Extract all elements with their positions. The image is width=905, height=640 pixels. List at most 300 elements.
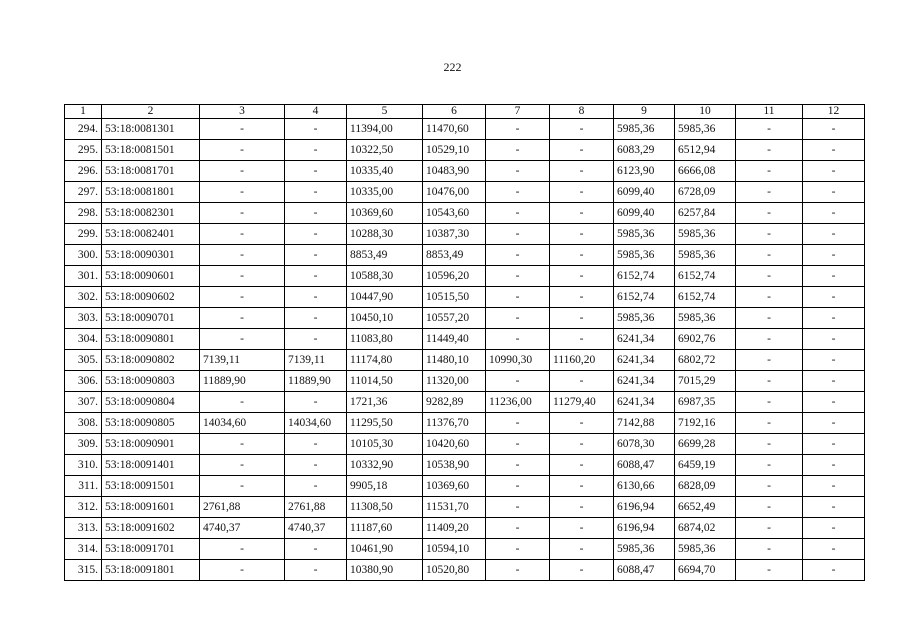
table-cell: - bbox=[736, 329, 803, 350]
table-cell: 295. bbox=[65, 140, 102, 161]
table-cell: 7015,29 bbox=[675, 371, 736, 392]
table-cell: 301. bbox=[65, 266, 102, 287]
table-cell: 6512,94 bbox=[675, 140, 736, 161]
table-cell: - bbox=[200, 161, 285, 182]
table-cell: 304. bbox=[65, 329, 102, 350]
table-cell: 10557,20 bbox=[423, 308, 486, 329]
data-table bbox=[64, 104, 865, 581]
table-cell: 10515,50 bbox=[423, 287, 486, 308]
table-cell: - bbox=[803, 224, 865, 245]
table-cell: - bbox=[285, 476, 347, 497]
table-cell: - bbox=[486, 371, 550, 392]
table-cell: - bbox=[803, 560, 865, 581]
table-cell: 53:18:0090301 bbox=[102, 245, 200, 266]
table-cell: 53:18:0091601 bbox=[102, 497, 200, 518]
table-cell: - bbox=[803, 161, 865, 182]
table-cell: 53:18:0090805 bbox=[102, 413, 200, 434]
table-cell: - bbox=[803, 140, 865, 161]
table-row bbox=[65, 413, 865, 434]
table-cell: 53:18:0090801 bbox=[102, 329, 200, 350]
table-cell: 14034,60 bbox=[285, 413, 347, 434]
table-cell: - bbox=[736, 434, 803, 455]
table-cell: - bbox=[200, 392, 285, 413]
table-cell: 53:18:0090701 bbox=[102, 308, 200, 329]
table-row bbox=[65, 497, 865, 518]
column-header: 4 bbox=[285, 105, 347, 119]
table-cell: 4740,37 bbox=[200, 518, 285, 539]
column-header: 2 bbox=[102, 105, 200, 119]
table-row bbox=[65, 329, 865, 350]
column-header: 10 bbox=[675, 105, 736, 119]
table-cell: - bbox=[200, 560, 285, 581]
table-cell: 11470,60 bbox=[423, 119, 486, 140]
table-cell: 53:18:0081701 bbox=[102, 161, 200, 182]
table-cell: - bbox=[736, 308, 803, 329]
table-cell: 10387,30 bbox=[423, 224, 486, 245]
column-header: 6 bbox=[423, 105, 486, 119]
table-cell: - bbox=[486, 497, 550, 518]
table-cell: 5985,36 bbox=[675, 308, 736, 329]
table-cell: 11187,60 bbox=[347, 518, 423, 539]
table-cell: - bbox=[486, 434, 550, 455]
table-cell: 53:18:0091401 bbox=[102, 455, 200, 476]
table-cell: 10369,60 bbox=[423, 476, 486, 497]
table-cell: - bbox=[200, 476, 285, 497]
table-cell: - bbox=[736, 539, 803, 560]
table-cell: 10596,20 bbox=[423, 266, 486, 287]
table-row bbox=[65, 350, 865, 371]
table-cell: 10990,30 bbox=[486, 350, 550, 371]
table-cell: - bbox=[486, 287, 550, 308]
table-cell: - bbox=[550, 434, 614, 455]
table-cell: - bbox=[285, 245, 347, 266]
table-cell: - bbox=[200, 308, 285, 329]
table-row bbox=[65, 518, 865, 539]
table-cell: 6099,40 bbox=[614, 203, 675, 224]
table-cell: 309. bbox=[65, 434, 102, 455]
table-body bbox=[65, 119, 865, 581]
table-cell: - bbox=[736, 224, 803, 245]
table-cell: - bbox=[550, 119, 614, 140]
table-cell: - bbox=[486, 560, 550, 581]
table-cell: - bbox=[285, 392, 347, 413]
table-cell: 10369,60 bbox=[347, 203, 423, 224]
page-number: 222 bbox=[443, 60, 462, 74]
table-cell: - bbox=[736, 476, 803, 497]
table-cell: 11295,50 bbox=[347, 413, 423, 434]
table-cell: - bbox=[803, 266, 865, 287]
table-cell: - bbox=[550, 455, 614, 476]
table-cell: - bbox=[803, 518, 865, 539]
table-cell: - bbox=[486, 224, 550, 245]
table-cell: - bbox=[803, 392, 865, 413]
table-cell: 11889,90 bbox=[285, 371, 347, 392]
table-cell: 300. bbox=[65, 245, 102, 266]
table-cell: - bbox=[736, 245, 803, 266]
table-cell: 6802,72 bbox=[675, 350, 736, 371]
table-row bbox=[65, 203, 865, 224]
table-cell: 5985,36 bbox=[675, 245, 736, 266]
table-cell: 11531,70 bbox=[423, 497, 486, 518]
table-cell: 53:18:0081501 bbox=[102, 140, 200, 161]
table-cell: - bbox=[285, 287, 347, 308]
table-cell: - bbox=[803, 476, 865, 497]
column-header: 11 bbox=[736, 105, 803, 119]
table-cell: 305. bbox=[65, 350, 102, 371]
column-header: 3 bbox=[200, 105, 285, 119]
table-cell: - bbox=[736, 455, 803, 476]
table-cell: - bbox=[803, 350, 865, 371]
table-cell: - bbox=[550, 413, 614, 434]
table-cell: - bbox=[200, 140, 285, 161]
table-cell: 5985,36 bbox=[675, 224, 736, 245]
table-cell: 10483,90 bbox=[423, 161, 486, 182]
table-cell: 7142,88 bbox=[614, 413, 675, 434]
table-cell: - bbox=[486, 119, 550, 140]
table-cell: - bbox=[285, 455, 347, 476]
table-row bbox=[65, 182, 865, 203]
table-cell: 312. bbox=[65, 497, 102, 518]
table-cell: 10529,10 bbox=[423, 140, 486, 161]
table-cell: 296. bbox=[65, 161, 102, 182]
table-row bbox=[65, 539, 865, 560]
table-cell: 4740,37 bbox=[285, 518, 347, 539]
table-cell: - bbox=[550, 203, 614, 224]
table-cell: 53:18:0081801 bbox=[102, 182, 200, 203]
table-cell: - bbox=[803, 539, 865, 560]
table-cell: - bbox=[285, 161, 347, 182]
table-cell: - bbox=[736, 119, 803, 140]
table-cell: 302. bbox=[65, 287, 102, 308]
table-cell: 6152,74 bbox=[614, 266, 675, 287]
table-cell: - bbox=[285, 224, 347, 245]
table-cell: 11174,80 bbox=[347, 350, 423, 371]
table-cell: 53:18:0091801 bbox=[102, 560, 200, 581]
table-cell: 53:18:0082301 bbox=[102, 203, 200, 224]
table-cell: 11394,00 bbox=[347, 119, 423, 140]
table-cell: - bbox=[200, 182, 285, 203]
table-cell: 315. bbox=[65, 560, 102, 581]
table-cell: 10332,90 bbox=[347, 455, 423, 476]
table-cell: - bbox=[285, 119, 347, 140]
table-cell: - bbox=[803, 413, 865, 434]
table-cell: 9905,18 bbox=[347, 476, 423, 497]
table-cell: 7192,16 bbox=[675, 413, 736, 434]
table-cell: 5985,36 bbox=[614, 539, 675, 560]
table-row bbox=[65, 308, 865, 329]
table-cell: 10288,30 bbox=[347, 224, 423, 245]
table-cell: 2761,88 bbox=[200, 497, 285, 518]
table-cell: 6728,09 bbox=[675, 182, 736, 203]
table-cell: 10538,90 bbox=[423, 455, 486, 476]
table-cell: - bbox=[803, 182, 865, 203]
table-cell: - bbox=[550, 182, 614, 203]
table-cell: 6828,09 bbox=[675, 476, 736, 497]
table-cell: - bbox=[285, 140, 347, 161]
table-cell: - bbox=[803, 287, 865, 308]
table-cell: - bbox=[486, 518, 550, 539]
table-cell: 53:18:0090802 bbox=[102, 350, 200, 371]
table-cell: - bbox=[550, 308, 614, 329]
table-cell: 6152,74 bbox=[675, 287, 736, 308]
table-cell: 9282,89 bbox=[423, 392, 486, 413]
table-cell: 5985,36 bbox=[614, 245, 675, 266]
table-cell: - bbox=[736, 392, 803, 413]
header-row bbox=[65, 105, 865, 119]
column-header: 5 bbox=[347, 105, 423, 119]
table-cell: 6694,70 bbox=[675, 560, 736, 581]
table-cell: - bbox=[285, 308, 347, 329]
table-cell: - bbox=[200, 119, 285, 140]
table-cell: - bbox=[736, 203, 803, 224]
table-cell: 11308,50 bbox=[347, 497, 423, 518]
table-cell: - bbox=[285, 560, 347, 581]
table-cell: 297. bbox=[65, 182, 102, 203]
table-cell: 6987,35 bbox=[675, 392, 736, 413]
table-cell: 311. bbox=[65, 476, 102, 497]
table-cell: - bbox=[486, 455, 550, 476]
table-row bbox=[65, 455, 865, 476]
table-row bbox=[65, 245, 865, 266]
column-header: 9 bbox=[614, 105, 675, 119]
table-cell: - bbox=[803, 455, 865, 476]
table-cell: 6902,76 bbox=[675, 329, 736, 350]
table-cell: - bbox=[200, 266, 285, 287]
table-cell: - bbox=[803, 371, 865, 392]
table-cell: 5985,36 bbox=[614, 119, 675, 140]
table-cell: - bbox=[200, 455, 285, 476]
table-row bbox=[65, 560, 865, 581]
table-cell: - bbox=[803, 203, 865, 224]
table-cell: - bbox=[803, 329, 865, 350]
table-cell: 6152,74 bbox=[614, 287, 675, 308]
table-cell: - bbox=[550, 518, 614, 539]
table-cell: 10461,90 bbox=[347, 539, 423, 560]
table-cell: 310. bbox=[65, 455, 102, 476]
table-row bbox=[65, 119, 865, 140]
table-cell: - bbox=[285, 203, 347, 224]
table-cell: 8853,49 bbox=[423, 245, 486, 266]
table-cell: - bbox=[200, 224, 285, 245]
table-cell: 303. bbox=[65, 308, 102, 329]
table-cell: 14034,60 bbox=[200, 413, 285, 434]
table-cell: 10322,50 bbox=[347, 140, 423, 161]
table-cell: 294. bbox=[65, 119, 102, 140]
table-cell: 53:18:0090602 bbox=[102, 287, 200, 308]
table-cell: - bbox=[736, 350, 803, 371]
table-cell: - bbox=[486, 266, 550, 287]
table-cell: - bbox=[803, 119, 865, 140]
table-cell: 11279,40 bbox=[550, 392, 614, 413]
table-cell: 53:18:0090803 bbox=[102, 371, 200, 392]
table-cell: 53:18:0090901 bbox=[102, 434, 200, 455]
table-cell: - bbox=[550, 224, 614, 245]
table-cell: 11236,00 bbox=[486, 392, 550, 413]
table-cell: 11889,90 bbox=[200, 371, 285, 392]
table-cell: - bbox=[285, 266, 347, 287]
table-cell: 6123,90 bbox=[614, 161, 675, 182]
table-cell: 10420,60 bbox=[423, 434, 486, 455]
table-cell: 10447,90 bbox=[347, 287, 423, 308]
table-cell: - bbox=[550, 476, 614, 497]
table-cell: 11320,00 bbox=[423, 371, 486, 392]
table-cell: - bbox=[803, 497, 865, 518]
table-cell: - bbox=[486, 308, 550, 329]
table-cell: - bbox=[736, 371, 803, 392]
table-cell: 53:18:0091701 bbox=[102, 539, 200, 560]
table-cell: - bbox=[486, 329, 550, 350]
table-cell: 6699,28 bbox=[675, 434, 736, 455]
table-cell: - bbox=[486, 203, 550, 224]
table-cell: 298. bbox=[65, 203, 102, 224]
table-cell: - bbox=[803, 308, 865, 329]
table-cell: - bbox=[550, 497, 614, 518]
table-row bbox=[65, 287, 865, 308]
table-cell: - bbox=[550, 266, 614, 287]
column-header: 7 bbox=[486, 105, 550, 119]
table-cell: 6257,84 bbox=[675, 203, 736, 224]
table-cell: - bbox=[550, 560, 614, 581]
table-row bbox=[65, 476, 865, 497]
table-cell: 53:18:0091602 bbox=[102, 518, 200, 539]
table-cell: - bbox=[736, 140, 803, 161]
table-cell: - bbox=[486, 245, 550, 266]
table-cell: - bbox=[550, 287, 614, 308]
table-cell: - bbox=[736, 413, 803, 434]
table-cell: 5985,36 bbox=[614, 308, 675, 329]
table-cell: 11083,80 bbox=[347, 329, 423, 350]
table-cell: - bbox=[200, 287, 285, 308]
table-cell: - bbox=[285, 539, 347, 560]
table-cell: 5985,36 bbox=[614, 224, 675, 245]
table-cell: 10543,60 bbox=[423, 203, 486, 224]
table-cell: 53:18:0082401 bbox=[102, 224, 200, 245]
table-cell: - bbox=[550, 140, 614, 161]
table-cell: 6152,74 bbox=[675, 266, 736, 287]
table-cell: 306. bbox=[65, 371, 102, 392]
table-cell: 11014,50 bbox=[347, 371, 423, 392]
table-cell: 6088,47 bbox=[614, 560, 675, 581]
table-header bbox=[65, 105, 865, 119]
table-cell: 11409,20 bbox=[423, 518, 486, 539]
table-cell: - bbox=[803, 434, 865, 455]
table-cell: 53:18:0090601 bbox=[102, 266, 200, 287]
table-row bbox=[65, 266, 865, 287]
table-cell: - bbox=[200, 329, 285, 350]
table-cell: 6874,02 bbox=[675, 518, 736, 539]
table-cell: 6241,34 bbox=[614, 329, 675, 350]
table-cell: 53:18:0081301 bbox=[102, 119, 200, 140]
table-cell: 10335,00 bbox=[347, 182, 423, 203]
table-cell: - bbox=[736, 518, 803, 539]
table-cell: - bbox=[200, 245, 285, 266]
table-cell: 6241,34 bbox=[614, 371, 675, 392]
table-cell: 6130,66 bbox=[614, 476, 675, 497]
column-header: 1 bbox=[65, 105, 102, 119]
table-cell: 6241,34 bbox=[614, 392, 675, 413]
table-row bbox=[65, 140, 865, 161]
table-cell: 307. bbox=[65, 392, 102, 413]
column-header: 12 bbox=[803, 105, 865, 119]
table-row bbox=[65, 371, 865, 392]
table-cell: 10105,30 bbox=[347, 434, 423, 455]
table-cell: 7139,11 bbox=[200, 350, 285, 371]
table-cell: 53:18:0090804 bbox=[102, 392, 200, 413]
table-cell: 10476,00 bbox=[423, 182, 486, 203]
table-cell: - bbox=[736, 560, 803, 581]
table-cell: - bbox=[736, 497, 803, 518]
table-cell: 7139,11 bbox=[285, 350, 347, 371]
column-header: 8 bbox=[550, 105, 614, 119]
table-cell: - bbox=[736, 266, 803, 287]
table-cell: - bbox=[803, 245, 865, 266]
table-cell: 11449,40 bbox=[423, 329, 486, 350]
table-cell: - bbox=[486, 413, 550, 434]
table-cell: - bbox=[486, 539, 550, 560]
table-cell: 6196,94 bbox=[614, 497, 675, 518]
table-cell: 1721,36 bbox=[347, 392, 423, 413]
table-cell: - bbox=[285, 329, 347, 350]
table-cell: 10588,30 bbox=[347, 266, 423, 287]
table-cell: 6196,94 bbox=[614, 518, 675, 539]
table-cell: 8853,49 bbox=[347, 245, 423, 266]
table-cell: 2761,88 bbox=[285, 497, 347, 518]
table-cell: 11376,70 bbox=[423, 413, 486, 434]
table-cell: 6652,49 bbox=[675, 497, 736, 518]
table-cell: 10520,80 bbox=[423, 560, 486, 581]
table-cell: - bbox=[550, 329, 614, 350]
table-cell: 10450,10 bbox=[347, 308, 423, 329]
table-row bbox=[65, 224, 865, 245]
table-cell: - bbox=[550, 245, 614, 266]
table-cell: - bbox=[550, 371, 614, 392]
table-row bbox=[65, 161, 865, 182]
table-cell: - bbox=[486, 161, 550, 182]
table-cell: - bbox=[285, 434, 347, 455]
table-cell: 5985,36 bbox=[675, 539, 736, 560]
table-cell: 6078,30 bbox=[614, 434, 675, 455]
table-cell: - bbox=[486, 182, 550, 203]
table-cell: 10594,10 bbox=[423, 539, 486, 560]
table-cell: - bbox=[736, 161, 803, 182]
table-cell: 6099,40 bbox=[614, 182, 675, 203]
table-cell: 10335,40 bbox=[347, 161, 423, 182]
table-cell: 6459,19 bbox=[675, 455, 736, 476]
table-cell: - bbox=[200, 539, 285, 560]
table-cell: 10380,90 bbox=[347, 560, 423, 581]
table-cell: 308. bbox=[65, 413, 102, 434]
table-cell: 53:18:0091501 bbox=[102, 476, 200, 497]
table-cell: 11160,20 bbox=[550, 350, 614, 371]
table-cell: 5985,36 bbox=[675, 119, 736, 140]
table-cell: 6666,08 bbox=[675, 161, 736, 182]
table-cell: - bbox=[736, 182, 803, 203]
table-cell: - bbox=[486, 476, 550, 497]
table-cell: - bbox=[736, 287, 803, 308]
table-cell: 6241,34 bbox=[614, 350, 675, 371]
table-cell: - bbox=[486, 140, 550, 161]
table-cell: - bbox=[550, 161, 614, 182]
table-cell: 313. bbox=[65, 518, 102, 539]
table-cell: 299. bbox=[65, 224, 102, 245]
table-cell: - bbox=[200, 203, 285, 224]
table-cell: 6088,47 bbox=[614, 455, 675, 476]
table-cell: - bbox=[550, 539, 614, 560]
table-cell: 6083,29 bbox=[614, 140, 675, 161]
table-row bbox=[65, 434, 865, 455]
table-cell: - bbox=[200, 434, 285, 455]
table-cell: 11480,10 bbox=[423, 350, 486, 371]
